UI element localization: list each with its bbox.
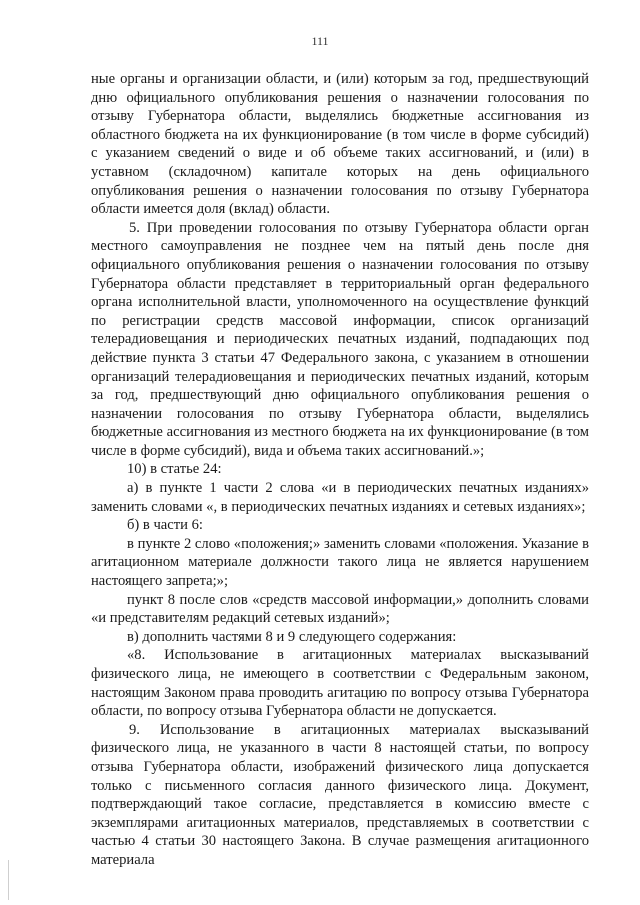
paragraph-point-8: пункт 8 после слов «средств массовой информации,» дополнить словами «и представителям редакций сетевых изданий»; <box>91 591 589 627</box>
paragraph-point-2: в пункте 2 слово «положения;» заменить словами «положения. Указание в агитационном материале должности такого лица не является нарушением настоящего запрета;»; <box>91 535 589 590</box>
document-body <box>91 70 589 870</box>
paragraph-continuation: ные органы и организации области, и (или) которым за год, предшествующий дню официального опубликования решения о назначении голосования по отзыву Губернатора области, выделялись бюджетные ассигнования из областного бюджета на их функционирование (в том числе в форме субсидий) с указанием сведений о виде и об объеме таких ассигнований, и (или) в уставном (складочном) капитале которых на день официального опубликования решения о назначении голосования по отзыву Губернатора области имеется доля (вклад) области. <box>91 71 589 218</box>
paragraph-item-10: 10) в статье 24: <box>127 461 222 478</box>
paragraph-subitem-b: б) в части 6: <box>127 517 203 534</box>
paragraph-subitem-a: а) в пункте 1 части 2 слова «и в периодических печатных изданиях» заменить словами «, в периодических печатных изданиях и сетевых изданиях»; <box>91 480 589 515</box>
paragraph-subitem-v: в) дополнить частями 8 и 9 следующего содержания: <box>127 628 457 645</box>
paragraph-part-9: 9. Использование в агитационных материалах высказываний физического лица, не указанного в части 8 настоящей статьи, по вопросу отзыва Губернатора области, изображений физического лица допускается только с письменного согласия данного физического лица. Документ, подтверждающий такое согласие, представляется в комиссию вместе с экземплярами агитационных материалов, представляемых в соответствии с частью 4 статьи 30 настоящего Закона. В случае размещения агитационного материала <box>91 721 589 868</box>
page-number: 111 <box>311 34 329 48</box>
paragraph-part-8: «8. Использование в агитационных материалах высказываний физического лица, не имеющего в соответствии с Федеральным законом, настоящим Законом права проводить агитацию по вопросу отзыва Губернатора области, по вопросу отзыва Губернатора области не допускается. <box>91 647 589 720</box>
scan-edge-mark <box>8 860 9 900</box>
paragraph-item-5: 5. При проведении голосования по отзыву Губернатора области орган местного самоуправления не позднее чем на пятый день после дня официального опубликования решения о назначении голосования по отзыву Губернатора области представляет в территориальный орган федерального органа исполнительной власти, уполномоченного на осуществление функций по регистрации средств массовой информации, список организаций телерадиовещания и периодических печатных изданий, подпадающих под действие пункта 3 статьи 47 Федерального закона, с указанием в отношении организаций телерадиовещания и периодических печатных изданий, которым за год, предшествующий дню официального опубликования решения о назначении голосования по отзыву Губернатора области, выделялись бюджетные ассигнования из местного бюджета на их функционирование (в том числе в форме субсидий), вида и объема таких ассигнований.»; <box>91 219 589 459</box>
